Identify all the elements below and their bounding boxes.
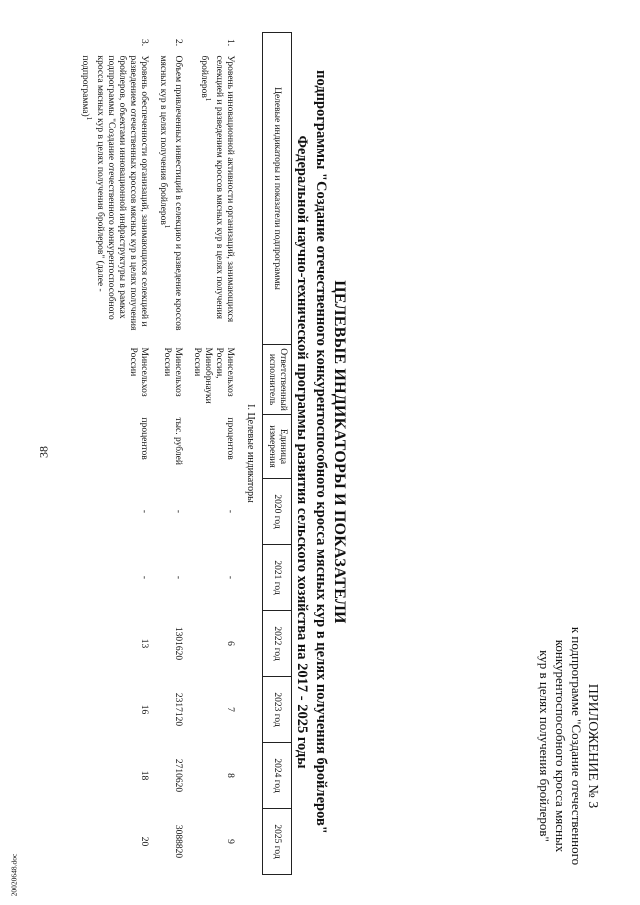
- table-row: [187, 33, 239, 875]
- row-value: -: [225, 575, 235, 580]
- appendix-line: к подпрограмме "Создание отечественного: [569, 626, 584, 866]
- table-header-row: [263, 33, 292, 875]
- indicator-text: Уровень обеспеченности организаций, занимающихся селекцией и разведением отечественных кроссов мясных кур в целях получения бройлеров, объектами инновационной инфраструктуры в рамках подпрограммы "Создание отечественного конкурентоспособного кросса мясных кур в целях получения бройлеров" (далее - подпрограмма): [79, 55, 149, 331]
- row-executor: Минсельхоз России, Минобрнауки России: [192, 347, 235, 404]
- header-executor: Ответственный исполнитель: [263, 345, 292, 415]
- row-indicator: [75, 53, 153, 345]
- row-value: -: [225, 509, 235, 514]
- header-year: 2020 год: [263, 479, 292, 545]
- row-value: -: [138, 509, 149, 514]
- row-unit: процентов: [138, 417, 149, 460]
- appendix-line: кур в целях получения бройлеров": [537, 650, 552, 842]
- appendix-block: [536, 616, 600, 876]
- row-executor: Минсельхоз России: [127, 347, 149, 397]
- row-value: 13: [138, 638, 149, 649]
- header-indicator: Целевые индикаторы и показатели подпрограммы: [263, 33, 292, 345]
- row-number: 2.: [173, 38, 183, 47]
- indicator-text: Уровень инновационной активности организаций, занимающихся селекцией и разведением кроссов мясных кур в целях получения бройлеров: [198, 55, 235, 323]
- row-number: 3.: [138, 38, 149, 47]
- header-year: 2023 год: [263, 677, 292, 743]
- header-year: 2022 год: [263, 611, 292, 677]
- row-value: 18: [138, 770, 149, 781]
- rotated-page-content: [40, 22, 600, 882]
- appendix-line: конкурентоспособного кросса мясных: [553, 639, 568, 853]
- row-value: 20: [138, 836, 149, 847]
- indicators-table-wrapper: [75, 32, 292, 874]
- row-value: 8: [225, 773, 235, 778]
- header-year: 2021 год: [263, 545, 292, 611]
- row-indicator: [153, 53, 187, 345]
- indicators-table: [75, 32, 292, 875]
- table-row: [153, 33, 187, 875]
- row-value: 16: [138, 704, 149, 715]
- row-value: 6: [225, 641, 235, 646]
- row-value: 9: [225, 839, 235, 844]
- row-unit: процентов: [225, 417, 235, 460]
- row-value: -: [138, 575, 149, 580]
- table-row: [75, 33, 153, 875]
- row-number: 1.: [225, 38, 235, 47]
- heading-title: ЦЕЛЕВЫЕ ИНДИКАТОРЫ И ПОКАЗАТЕЛИ: [331, 280, 348, 624]
- row-indicator: [187, 53, 239, 345]
- row-executor: Минсельхоз России: [162, 347, 183, 397]
- document-code: 20020648.doc: [9, 853, 19, 897]
- appendix-title: ПРИЛОЖЕНИЕ № 3: [585, 683, 600, 809]
- heading-subtitle: Федеральной научно-технической программы развития сельского хозяйства на 2017 - 2025 годы: [294, 135, 310, 769]
- row-value: 2317120: [173, 692, 183, 727]
- row-value: 7: [225, 707, 235, 712]
- page-number: 38: [36, 446, 51, 458]
- header-year: 2025 год: [263, 809, 292, 875]
- footnote-mark: 1: [204, 97, 212, 102]
- row-value: -: [173, 575, 183, 580]
- row-value: 1301620: [173, 626, 183, 661]
- row-unit: тыс. рублей: [173, 417, 183, 465]
- indicator-text: Объем привлеченных инвестиций в селекцию и разведение кроссов мясных кур в целях получения бройлеров: [157, 55, 183, 331]
- footnote-mark: 1: [84, 116, 93, 121]
- document-heading: [292, 42, 348, 862]
- header-year: 2024 год: [263, 743, 292, 809]
- heading-subtitle: подпрограммы "Создание отечественного конкурентоспособного кросса мясных кур в целях получения бройлеров": [313, 70, 329, 834]
- row-value: 2710620: [173, 758, 183, 793]
- section-row: [239, 33, 263, 875]
- row-value: 3088820: [173, 824, 183, 859]
- row-value: -: [173, 509, 183, 514]
- section-title: I. Целевые индикаторы: [239, 33, 263, 875]
- footnote-mark: 1: [163, 224, 171, 229]
- header-unit: Единица измерения: [263, 415, 292, 479]
